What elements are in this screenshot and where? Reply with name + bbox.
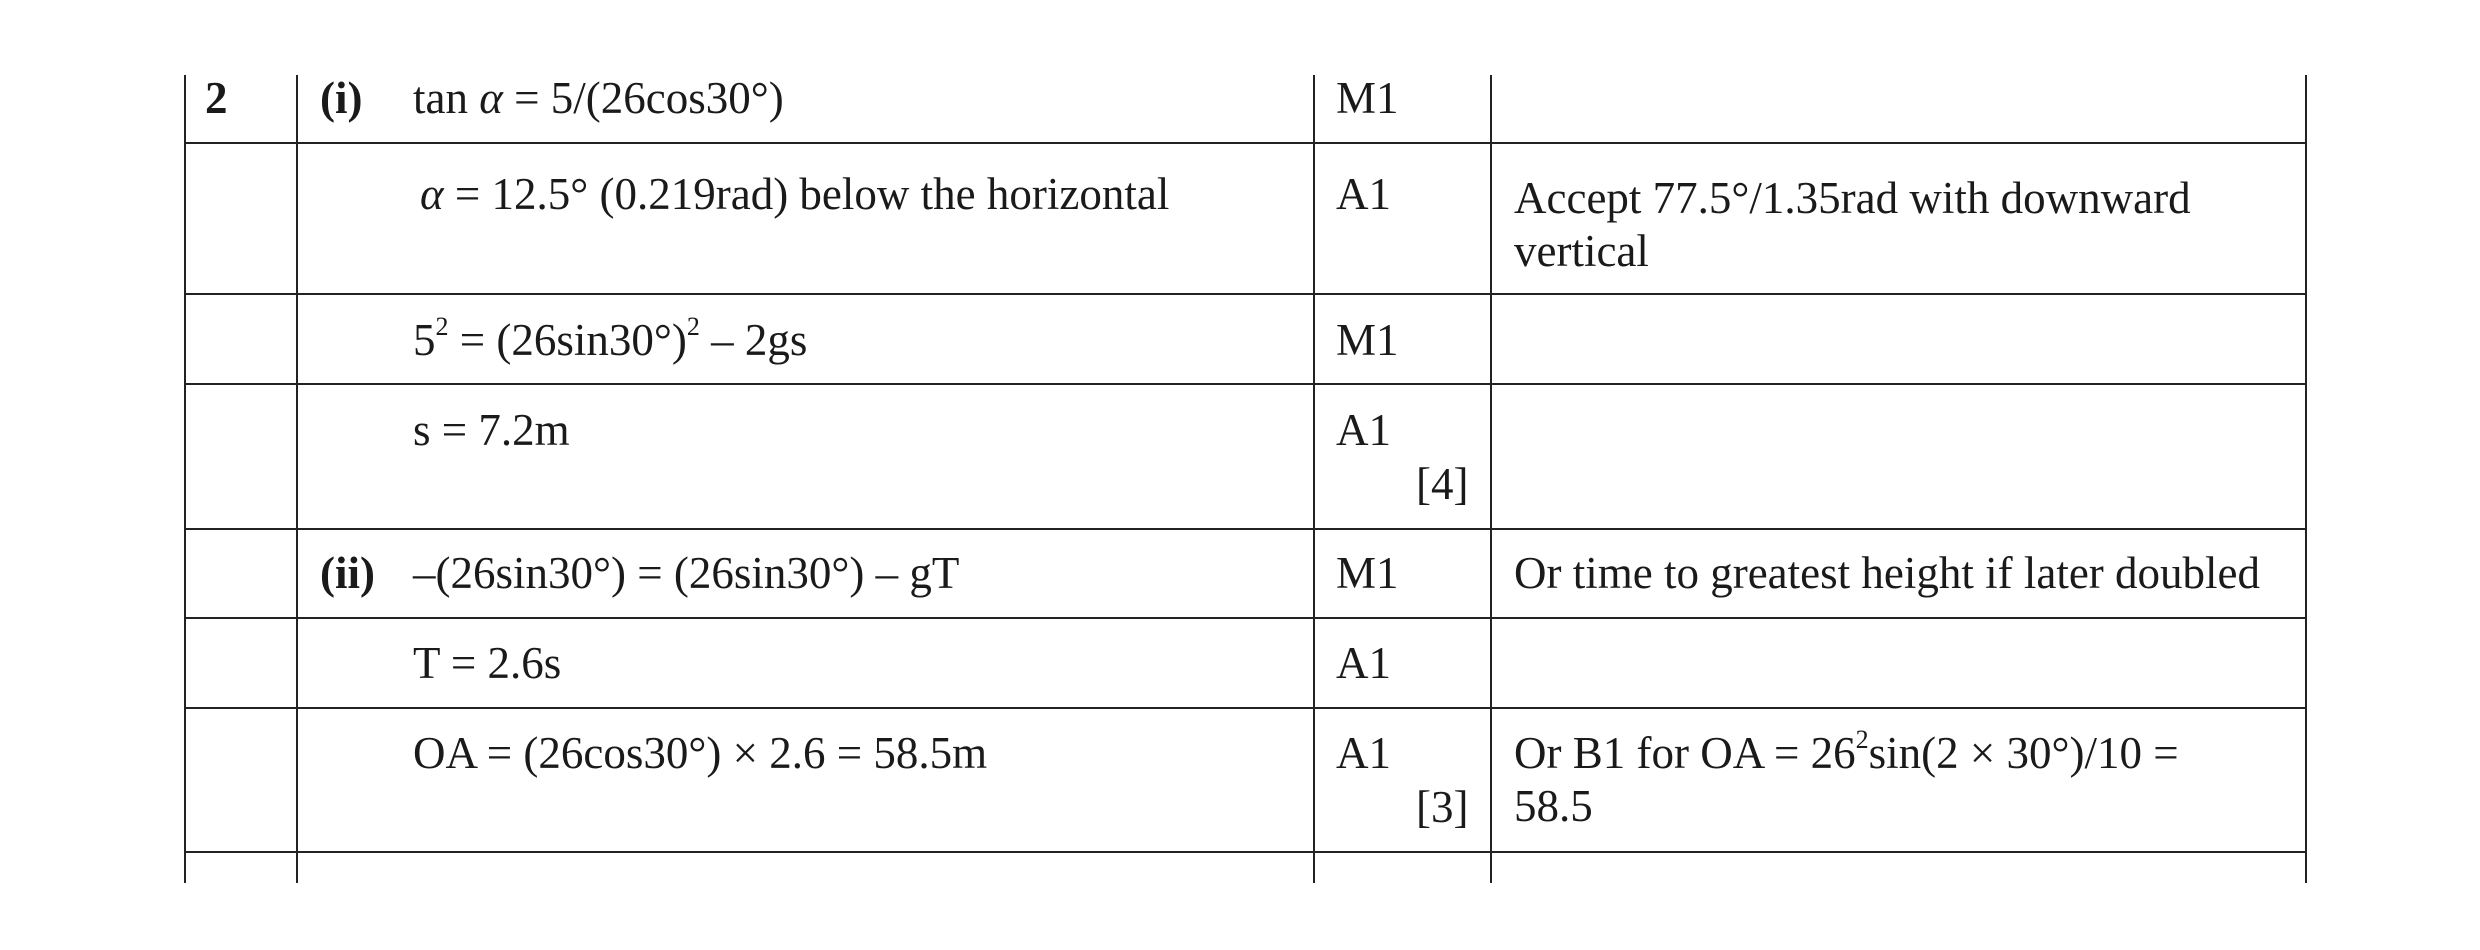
row-divider: [184, 707, 2307, 709]
working-text: [413, 72, 784, 125]
working-text: [420, 168, 1169, 221]
comment-text: Accept 77.5°/1.35rad with downward vertical: [1514, 173, 2191, 276]
row-divider: [184, 617, 2307, 619]
mark-code: M1: [1336, 315, 1399, 365]
mark-code: M1: [1336, 548, 1399, 598]
working-equation: = 12.5° (0.219rad) below the horizontal: [443, 169, 1170, 219]
row-divider: [184, 528, 2307, 530]
row-divider: [184, 293, 2307, 295]
part-label: (ii): [320, 548, 375, 598]
column-divider-marks: [1490, 75, 1492, 883]
working-base: 5: [413, 315, 436, 365]
comment-part: Or B1 for OA = 26: [1514, 728, 1856, 778]
marks-total: [3]: [1416, 782, 1469, 832]
mark-code: A1: [1336, 728, 1391, 778]
working-text: T = 2.6s: [413, 638, 562, 688]
comment-part: sin(2 × 30°)/10 = 58.5: [1514, 728, 2179, 831]
tan-text: tan: [413, 73, 468, 123]
working-equation: = 5/(26cos30°): [502, 73, 784, 123]
superscript: 2: [686, 312, 700, 341]
table-border-left: [184, 75, 186, 883]
working-text: s = 7.2m: [413, 405, 570, 455]
alpha-symbol: α: [420, 169, 444, 219]
mark-code: M1: [1336, 73, 1399, 123]
alpha-symbol: α: [479, 73, 503, 123]
mark-code: A1: [1336, 405, 1391, 455]
column-divider-working: [1313, 75, 1315, 883]
part-label: (i): [320, 73, 363, 123]
working-text: OA = (26cos30°) × 2.6 = 58.5m: [413, 728, 988, 778]
mark-code: A1: [1336, 638, 1391, 688]
question-number: 2: [205, 73, 228, 123]
row-divider: [184, 142, 2307, 144]
marks-total: [4]: [1416, 459, 1469, 509]
working-end: – 2gs: [699, 315, 808, 365]
working-text: [413, 314, 807, 367]
superscript: 2: [1855, 725, 1869, 754]
table-border-right: [2305, 75, 2307, 883]
working-text: –(26sin30°) = (26sin30°) – gT: [413, 548, 960, 598]
comment-text: [1514, 727, 2234, 833]
row-divider: [184, 383, 2307, 385]
column-divider-question: [296, 75, 298, 883]
working-middle: = (26sin30°): [448, 315, 687, 365]
row-divider: [184, 851, 2307, 853]
comment-text: Or time to greatest height if later doubled: [1514, 548, 2261, 598]
superscript: 2: [435, 312, 449, 341]
mark-code: A1: [1336, 169, 1391, 219]
